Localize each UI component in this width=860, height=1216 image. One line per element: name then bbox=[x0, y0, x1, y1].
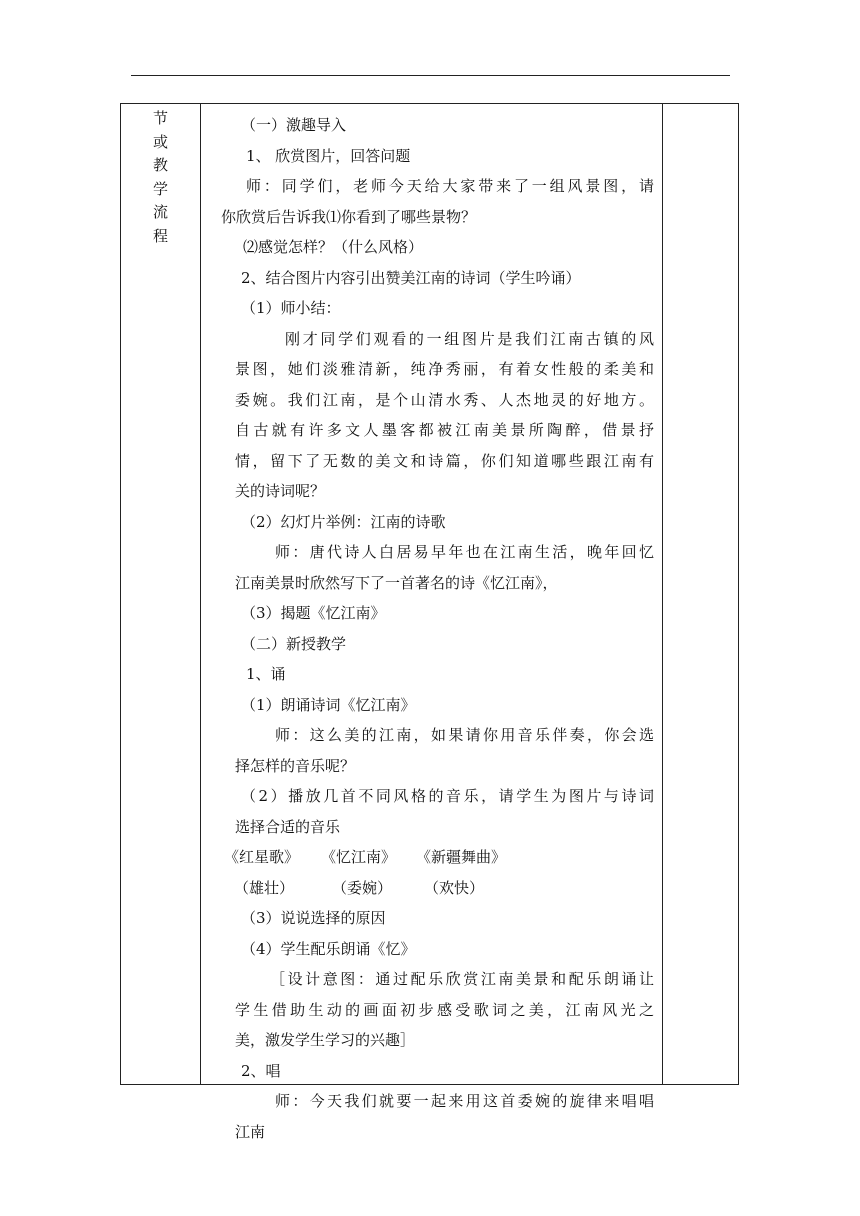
paragraph-line: ⑵感觉怎样？（什么风格） bbox=[243, 238, 424, 256]
sub-item: （1）朗诵诗词《忆江南》 bbox=[241, 695, 416, 714]
paragraph-line: 师：唐代诗人白居易早年也在江南生活，晚年回忆 bbox=[275, 543, 654, 561]
paragraph-line: 师：同学们，老师今天给大家带来了一组风景图，请 bbox=[246, 177, 654, 195]
paragraph-line: 江南美景时欣然写下了一首著名的诗《忆江南》， bbox=[235, 573, 558, 592]
song-style: （欢快） bbox=[424, 878, 485, 897]
sub-item: （3）揭题《忆江南》 bbox=[241, 604, 386, 622]
sub-item: （1）师小结： bbox=[241, 299, 341, 317]
paragraph-line: 关的诗词呢？ bbox=[235, 482, 326, 500]
lesson-table bbox=[120, 103, 739, 1141]
heading-new-teaching: （二）新授教学 bbox=[241, 634, 347, 653]
sub-item: （2）幻灯片举例：江南的诗歌 bbox=[241, 512, 446, 531]
step-item: 2、唱 bbox=[241, 1061, 281, 1080]
section-label-char: 或 bbox=[152, 132, 168, 151]
paragraph-line: 刚才同学们观看的一组图片是我们江南古镇的风 bbox=[285, 329, 654, 348]
section-label-char: 程 bbox=[152, 226, 168, 245]
song-title: 《新疆舞曲》 bbox=[416, 848, 507, 866]
sub-item: （4）学生配乐朗诵《忆》 bbox=[241, 939, 416, 958]
paragraph-line: 师：这么美的江南，如果请你用音乐伴奏，你会选 bbox=[275, 726, 654, 744]
design-intent-line: 美，激发学生学习的兴趣］ bbox=[235, 1031, 416, 1049]
section-label-char: 流 bbox=[152, 203, 168, 222]
design-intent-line: 学生借助生动的画面初步感受歌词之美，江南风光之 bbox=[235, 1000, 654, 1019]
sub-item: （2）播放几首不同风格的音乐，请学生为图片与诗词 bbox=[241, 787, 654, 805]
paragraph-line: 自古就有许多文人墨客都被江南美景所陶醉，借景抒 bbox=[235, 421, 654, 439]
song-style: （雄壮） bbox=[234, 878, 295, 897]
paragraph-line: 江南 bbox=[235, 1122, 266, 1141]
style-list bbox=[234, 873, 654, 904]
header-rule bbox=[131, 75, 730, 76]
section-label-char: 学 bbox=[152, 179, 168, 198]
paragraph-line: 景图，她们淡雅清新，纯净秀丽，有着女性般的柔美和 bbox=[235, 360, 654, 378]
heading-warmup: （一）激趣导入 bbox=[241, 116, 347, 134]
song-title: 《忆江南》 bbox=[321, 848, 397, 866]
paragraph-line: 你欣赏后告诉我⑴你看到了哪些景物？ bbox=[221, 207, 477, 226]
step-item: 1、 欣赏图片，回答问题 bbox=[246, 146, 411, 165]
paragraph-line: 师：今天我们就要一起来用这首委婉的旋律来唱唱 bbox=[275, 1092, 654, 1110]
song-list bbox=[224, 842, 654, 873]
step-item: 1、诵 bbox=[246, 665, 286, 683]
teaching-flow-content bbox=[201, 104, 662, 1147]
design-intent-line: ［设计意图：通过配乐欣赏江南美景和配乐朗诵让 bbox=[270, 970, 654, 988]
paragraph-line: 情，留下了无数的美文和诗篇，你们知道哪些跟江南有 bbox=[235, 451, 654, 470]
paragraph-line: 委婉。我们江南，是个山清水秀、人杰地灵的好地方。 bbox=[235, 390, 654, 409]
section-label bbox=[121, 104, 200, 249]
section-label-char: 教 bbox=[152, 156, 168, 175]
section-label-char: 节 bbox=[152, 109, 168, 127]
song-style: （委婉） bbox=[332, 878, 393, 897]
song-title: 《红星歌》 bbox=[224, 848, 300, 866]
column-divider-right bbox=[662, 104, 663, 1084]
sub-item: （3）说说选择的原因 bbox=[241, 909, 386, 927]
step-item: 2、结合图片内容引出赞美江南的诗词（学生吟诵） bbox=[241, 268, 581, 287]
paragraph-line: 择怎样的音乐呢？ bbox=[235, 756, 356, 775]
paragraph-line: 选择合适的音乐 bbox=[235, 817, 341, 836]
